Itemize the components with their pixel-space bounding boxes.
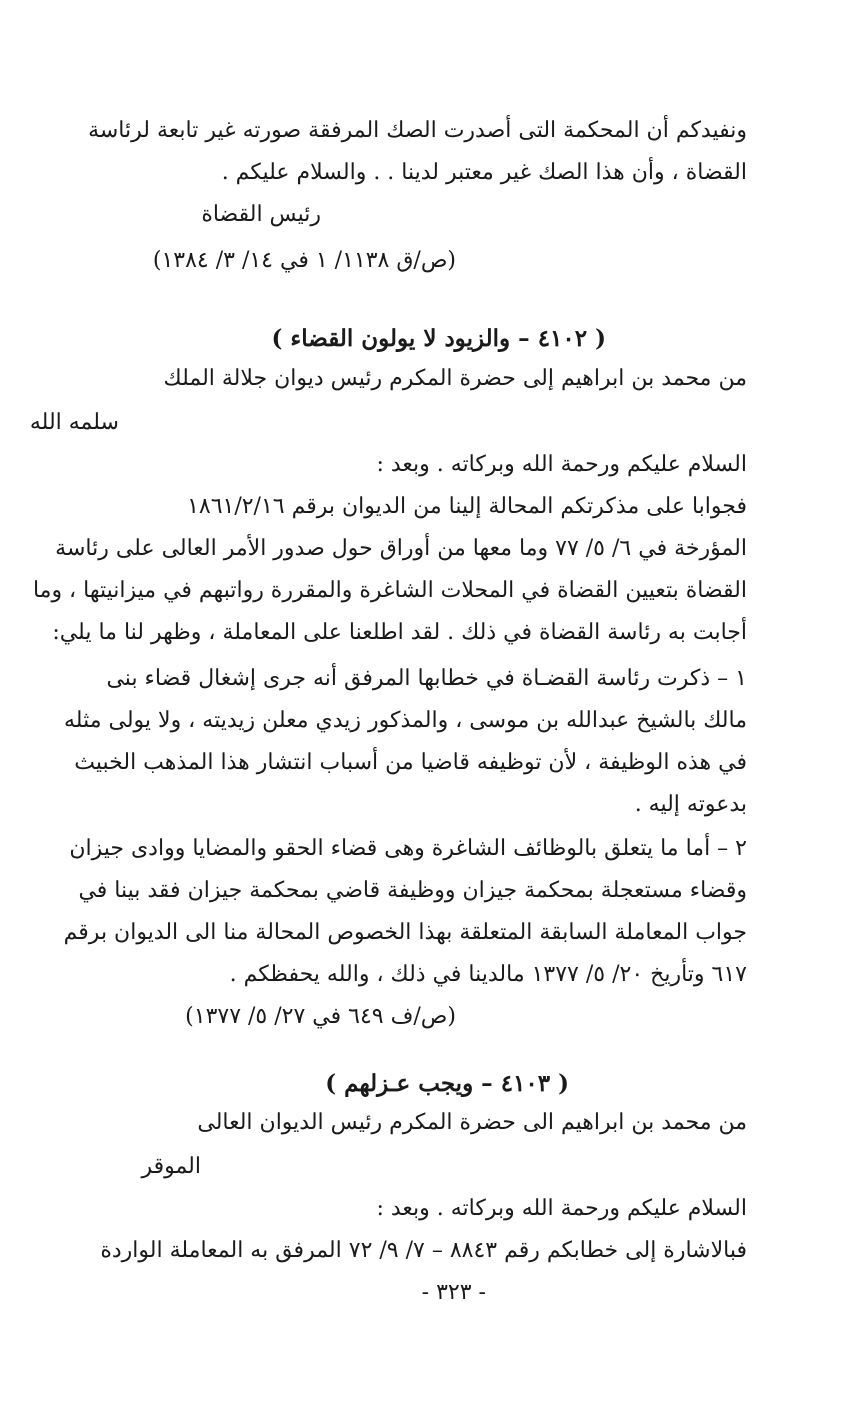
addressee-line: الموقر	[141, 1154, 201, 1179]
body-line: بدعوته إليه .	[634, 792, 747, 817]
body-line: ٦١٧ وتأريخ ٢٠/ ٥/ ١٣٧٧ مالدينا في ذلك ، والله يحفظكم .	[229, 962, 747, 987]
body-line: ١ – ذكرت رئاسة القضـاة في خطابها المرفق أنه جرى إشغال قضاء بنى	[106, 666, 747, 691]
body-line: القضاة ، وأن هذا الصك غير معتبر لدينا . . والسلام عليكم .	[221, 160, 747, 185]
greeting-line: السلام عليكم ورحمة الله وبركاته . وبعد :	[376, 452, 747, 477]
body-line: ٢ – أما ما يتعلق بالوظائف الشاغرة وهى قضاء الحقو والمضايا ووادى جيزان	[69, 836, 747, 861]
body-line: فجوابا على مذكرتكم المحالة إلينا من الديوان برقم ١٨٦١/٢/١٦	[187, 494, 747, 519]
greeting-line: السلام عليكم ورحمة الله وبركاته . وبعد :	[376, 1196, 747, 1221]
body-line: وقضاء مستعجلة بمحكمة جيزان ووظيفة قاضي بمحكمة جيزان فقد بينا في	[78, 878, 747, 903]
body-line: جواب المعاملة السابقة المتعلقة بهذا الخصوص المحالة منا الى الديوان برقم	[63, 920, 747, 945]
reference-line: (ص/ف ٦٤٩ في ٢٧/ ٥/ ١٣٧٧)	[185, 1004, 456, 1029]
section-heading-4103: ( ٤١٠٣ – ويجب عـزلهم )	[325, 1070, 569, 1097]
addressee-line: من محمد بن ابراهيم إلى حضرة المكرم رئيس ديوان جلالة الملك	[163, 366, 747, 391]
body-line: فبالاشارة إلى خطابكم رقم ٨٨٤٣ – ٧/ ٩/ ٧٢ المرفق به المعاملة الواردة	[100, 1238, 747, 1263]
body-line: ونفيدكم أن المحكمة التى أصدرت الصك المرفقة صورته غير تابعة لرئاسة	[88, 118, 747, 143]
body-line: في هذه الوظيفة ، لأن توظيفه قاضيا من أسباب انتشار هذا المذهب الخبيث	[74, 750, 747, 775]
body-line: أجابت به رئاسة القضاة في ذلك . لقد اطلعنا على المعاملة ، وظهر لنا ما يلي:	[52, 620, 747, 645]
section-heading-4102: ( ٤١٠٢ – والزيود لا يولون القضاء )	[271, 325, 606, 352]
body-line: المؤرخة في ٦/ ٥/ ٧٧ وما معها من أوراق حول صدور الأمر العالى على رئاسة	[55, 536, 747, 561]
page-number: - ٣٢٣ -	[421, 1280, 486, 1305]
signature-line: رئيس القضاة	[201, 202, 321, 227]
body-line: القضاة بتعيين القضاة في المحلات الشاغرة والمقررة رواتبهم في ميزانيتها ، وما	[32, 578, 747, 603]
addressee-line: من محمد بن ابراهيم الى حضرة المكرم رئيس الديوان العالى	[197, 1110, 747, 1135]
reference-line: (ص/ق ١١٣٨/ ١ في ١٤/ ٣/ ١٣٨٤)	[152, 248, 456, 273]
addressee-line: سلمه الله	[29, 410, 119, 435]
body-line: مالك بالشيخ عبدالله بن موسى ، والمذكور زيدي معلن زيديته ، ولا يولى مثله	[64, 708, 747, 733]
